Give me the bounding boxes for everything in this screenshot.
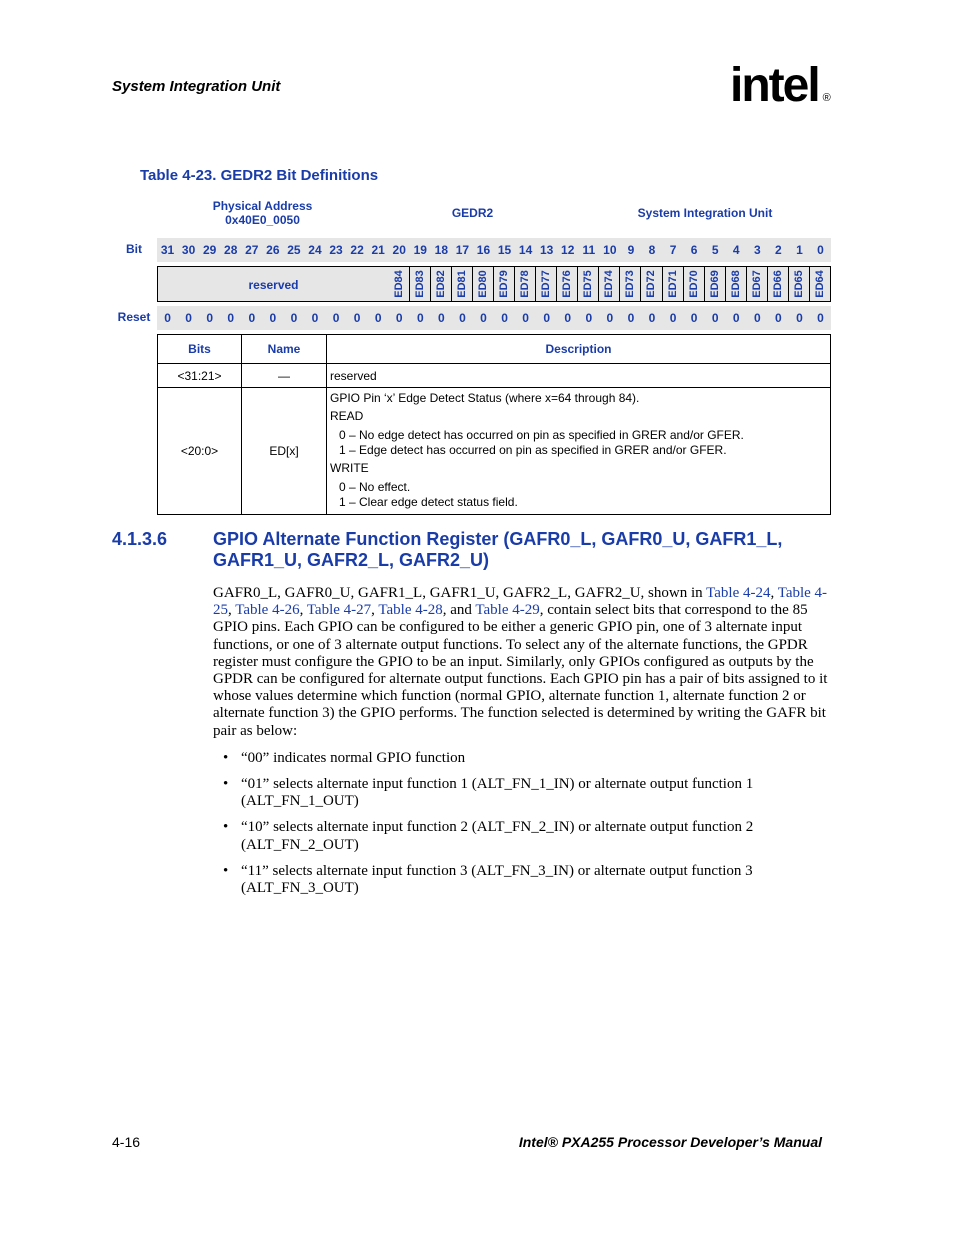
reset-value: 0 [206, 311, 213, 325]
reset-value: 0 [480, 311, 487, 325]
field-cell [599, 266, 620, 302]
reset-value: 0 [290, 311, 298, 325]
bit-number: 0 [817, 243, 824, 257]
sep: , and [442, 602, 476, 619]
bit-number: 11 [582, 243, 596, 257]
field-row [157, 266, 831, 302]
field-label: ED81 [455, 270, 468, 298]
unit-name: System Integration Unit [637, 206, 773, 220]
table-row [158, 364, 831, 388]
reset-value: 0 [416, 311, 424, 325]
bit-number: 27 [245, 243, 259, 257]
bit-number: 9 [627, 243, 635, 257]
bit-number: 10 [603, 243, 617, 257]
bit-number: 7 [669, 243, 677, 257]
para-rest: , contain select bits that correspond to the 85 GPIO pins. Each GPIO can be configured to be either a generic GPIO pin, one of 3 alternate input functions, or one of 3 alternate output functions. To select any of the alternate functions, the GPDR register must configure the GPIO to be an input. Similarly, only GPIOs configured as outputs by the GPDR can be configured for alternate output functions. Each GPIO pin has a pair of bits assigned to it whose values determine which function (normal GPIO, alternate function 1, alternate function 2 or alternate function 3) the GPIO performs. The function selected is determined by writing the GAFR bit pair as below: [213, 602, 828, 739]
reset-value: 0 [585, 311, 593, 325]
bit-number: 6 [690, 243, 698, 257]
field-cell [620, 266, 641, 302]
field-cell [473, 266, 494, 302]
field-label: ED76 [561, 270, 574, 298]
row-description [327, 388, 831, 515]
desc-write: WRITE [330, 461, 369, 475]
reset-value: 0 [269, 311, 277, 325]
field-label: ED68 [729, 270, 742, 298]
field-cell [557, 266, 578, 302]
reset-value: 0 [311, 311, 319, 325]
list-item: • “00” indicates normal GPIO function [213, 750, 831, 767]
field-label: ED71 [666, 270, 679, 298]
reset-value: 0 [753, 311, 761, 325]
reset-value: 0 [648, 311, 656, 325]
bit-number: 15 [497, 243, 512, 257]
bit-number: 21 [371, 243, 385, 257]
page-number: 4-16 [112, 1134, 141, 1150]
table-row [158, 388, 831, 515]
name-header: Name [242, 335, 327, 364]
table-title: Table 4-23. GEDR2 Bit Definitions [140, 167, 379, 184]
reset-value: 0 [353, 311, 361, 325]
sep: , [228, 602, 236, 619]
field-label: ED67 [750, 270, 763, 298]
desc-read: READ [330, 409, 364, 423]
bit-number: 4 [732, 243, 740, 257]
reset-value: 0 [395, 311, 403, 325]
reserved-field-cell [157, 266, 390, 302]
bit-number: 23 [329, 243, 343, 257]
field-cell [515, 266, 536, 302]
reset-label: Reset [117, 310, 151, 324]
field-label: ED69 [708, 270, 721, 298]
field-label: ED66 [771, 270, 784, 298]
sep: , [299, 602, 307, 619]
reset-value: 0 [185, 311, 192, 325]
register-name: GEDR2 [451, 206, 494, 220]
field-label: ED74 [603, 270, 616, 298]
field-label: ED77 [540, 270, 553, 298]
sep: , [770, 585, 778, 601]
field-label: ED64 [813, 270, 826, 298]
reset-value: 0 [543, 311, 550, 325]
registered-mark: ® [822, 92, 829, 104]
row-description: reserved [327, 364, 831, 388]
bit-number: 28 [224, 243, 238, 257]
bit-number: 1 [796, 243, 803, 257]
reset-value: 0 [732, 311, 740, 325]
bit-number: 16 [476, 243, 491, 257]
bullet-list [213, 750, 831, 897]
description-table [157, 334, 831, 515]
reset-value: 0 [522, 311, 529, 325]
manual-title: Intel® PXA255 Processor Developer’s Manual [518, 1134, 822, 1150]
description-header-row [158, 335, 831, 364]
body-paragraph [213, 585, 831, 740]
para-lead: GAFR0_L, GAFR0_U, GAFR1_L, GAFR1_U, GAFR2_L, GAFR2_U, shown in [213, 585, 707, 601]
bit-label: Bit [126, 242, 142, 256]
reset-value: 0 [248, 311, 256, 325]
field-cell [641, 266, 662, 302]
field-cell [705, 266, 726, 302]
field-cell [747, 266, 768, 302]
desc-line: 0 – No effect. [339, 480, 411, 494]
section-title: GPIO Alternate Function Register (GAFR0_L, GAFR0_U, GAFR1_L, GAFR1_U, GAFR2_L, GAFR2_U) [213, 529, 783, 570]
running-header: System Integration Unit [112, 78, 281, 95]
desc-line: 1 – Clear edge detect status field. [339, 495, 518, 509]
desc-line: 1 – Edge detect has occurred on pin as specified in GRER and/or GFER. [339, 443, 727, 457]
field-label: ED79 [498, 270, 511, 298]
reset-value-row [157, 306, 831, 330]
bit-number: 22 [350, 243, 364, 257]
reset-value: 0 [606, 311, 614, 325]
field-cell [389, 266, 410, 302]
field-cell [578, 266, 599, 302]
description-header: Description [327, 335, 831, 364]
bit-number: 5 [711, 243, 719, 257]
field-cell [726, 266, 747, 302]
field-cell [431, 266, 452, 302]
field-label: ED84 [392, 270, 405, 298]
field-cell [663, 266, 684, 302]
field-label: ED65 [792, 270, 805, 298]
bit-number: 3 [753, 243, 761, 257]
field-label: ED73 [624, 270, 637, 298]
link-table-4-27[interactable]: Table 4-27 [306, 602, 372, 619]
row-bits: <31:21> [158, 364, 242, 388]
bit-number: 8 [648, 243, 656, 257]
field-cell [810, 266, 831, 302]
field-label: ED70 [687, 270, 700, 298]
body-text [213, 585, 831, 906]
sep: , [371, 602, 379, 619]
logo-text: intel [730, 59, 819, 112]
bit-number: 26 [266, 243, 280, 257]
link-table-4-29[interactable]: Table 4-29 [475, 602, 540, 619]
field-cell [768, 266, 789, 302]
intel-logo [730, 58, 829, 113]
row-bits: <20:0> [158, 388, 242, 515]
link-table-4-24[interactable]: Table 4-24 [706, 585, 771, 601]
reset-value: 0 [438, 311, 445, 325]
reset-value: 0 [164, 311, 171, 325]
field-cell [410, 266, 431, 302]
physical-address-value: 0x40E0_0050 [225, 213, 300, 227]
reset-value: 0 [711, 311, 719, 325]
reserved-field-label: reserved [248, 278, 299, 292]
row-name: ED[x] [242, 388, 327, 515]
field-label: ED83 [413, 270, 426, 298]
bit-number-row [157, 238, 831, 262]
reset-value: 0 [690, 311, 698, 325]
link-table-4-25[interactable]: Table 4-25 [213, 585, 828, 619]
desc-line: GPIO Pin ‘x’ Edge Detect Status (where x=64 through 84). [330, 391, 640, 405]
bit-number: 2 [775, 243, 782, 257]
field-label: ED72 [645, 270, 658, 298]
reset-value: 0 [459, 311, 466, 325]
link-table-4-28[interactable]: Table 4-28 [378, 602, 443, 619]
reset-value: 0 [332, 311, 340, 325]
bit-number: 29 [202, 243, 217, 257]
bit-number: 17 [455, 243, 470, 257]
reset-value: 0 [564, 311, 572, 325]
physical-address-block [200, 199, 325, 227]
reset-value: 0 [501, 311, 508, 325]
field-cell [452, 266, 473, 302]
bit-number: 31 [160, 243, 175, 257]
field-cell [789, 266, 810, 302]
reset-value: 0 [374, 311, 382, 325]
field-label: ED82 [434, 270, 447, 298]
field-cell [684, 266, 705, 302]
reset-value: 0 [775, 311, 782, 325]
physical-address-label: Physical Address [212, 199, 313, 213]
link-table-4-26[interactable]: Table 4-26 [235, 602, 300, 619]
bits-header: Bits [158, 335, 242, 364]
reset-value: 0 [627, 311, 635, 325]
field-label: ED78 [519, 270, 532, 298]
bit-number: 13 [539, 243, 554, 257]
bit-number: 25 [287, 243, 301, 257]
bit-number: 12 [561, 243, 575, 257]
row-name: — [242, 364, 327, 388]
bit-number: 14 [518, 243, 533, 257]
list-item: • “01” selects alternate input function 1 (ALT_FN_1_IN) or alternate output function 1 (ALT_FN_1_OUT) [213, 776, 831, 810]
list-item: • “10” selects alternate input function 2 (ALT_FN_2_IN) or alternate output function 2 (ALT_FN_2_OUT) [213, 819, 831, 853]
reset-value: 0 [817, 311, 824, 325]
bit-number: 18 [434, 243, 449, 257]
desc-line: 0 – No edge detect has occurred on pin as specified in GRER and/or GFER. [339, 428, 744, 442]
field-label: ED80 [476, 270, 489, 298]
list-item: • “11” selects alternate input function 3 (ALT_FN_3_IN) or alternate output function 3 (ALT_FN_3_OUT) [213, 863, 831, 897]
bit-number: 20 [392, 243, 406, 257]
section-number: 4.1.3.6 [112, 529, 168, 549]
field-cell [536, 266, 557, 302]
reset-value: 0 [796, 311, 803, 325]
bit-number: 30 [181, 243, 196, 257]
bit-number: 19 [413, 243, 427, 257]
field-cell [494, 266, 515, 302]
reset-value: 0 [227, 311, 235, 325]
field-label: ED75 [582, 270, 595, 298]
bit-number: 24 [308, 243, 322, 257]
reset-value: 0 [669, 311, 677, 325]
